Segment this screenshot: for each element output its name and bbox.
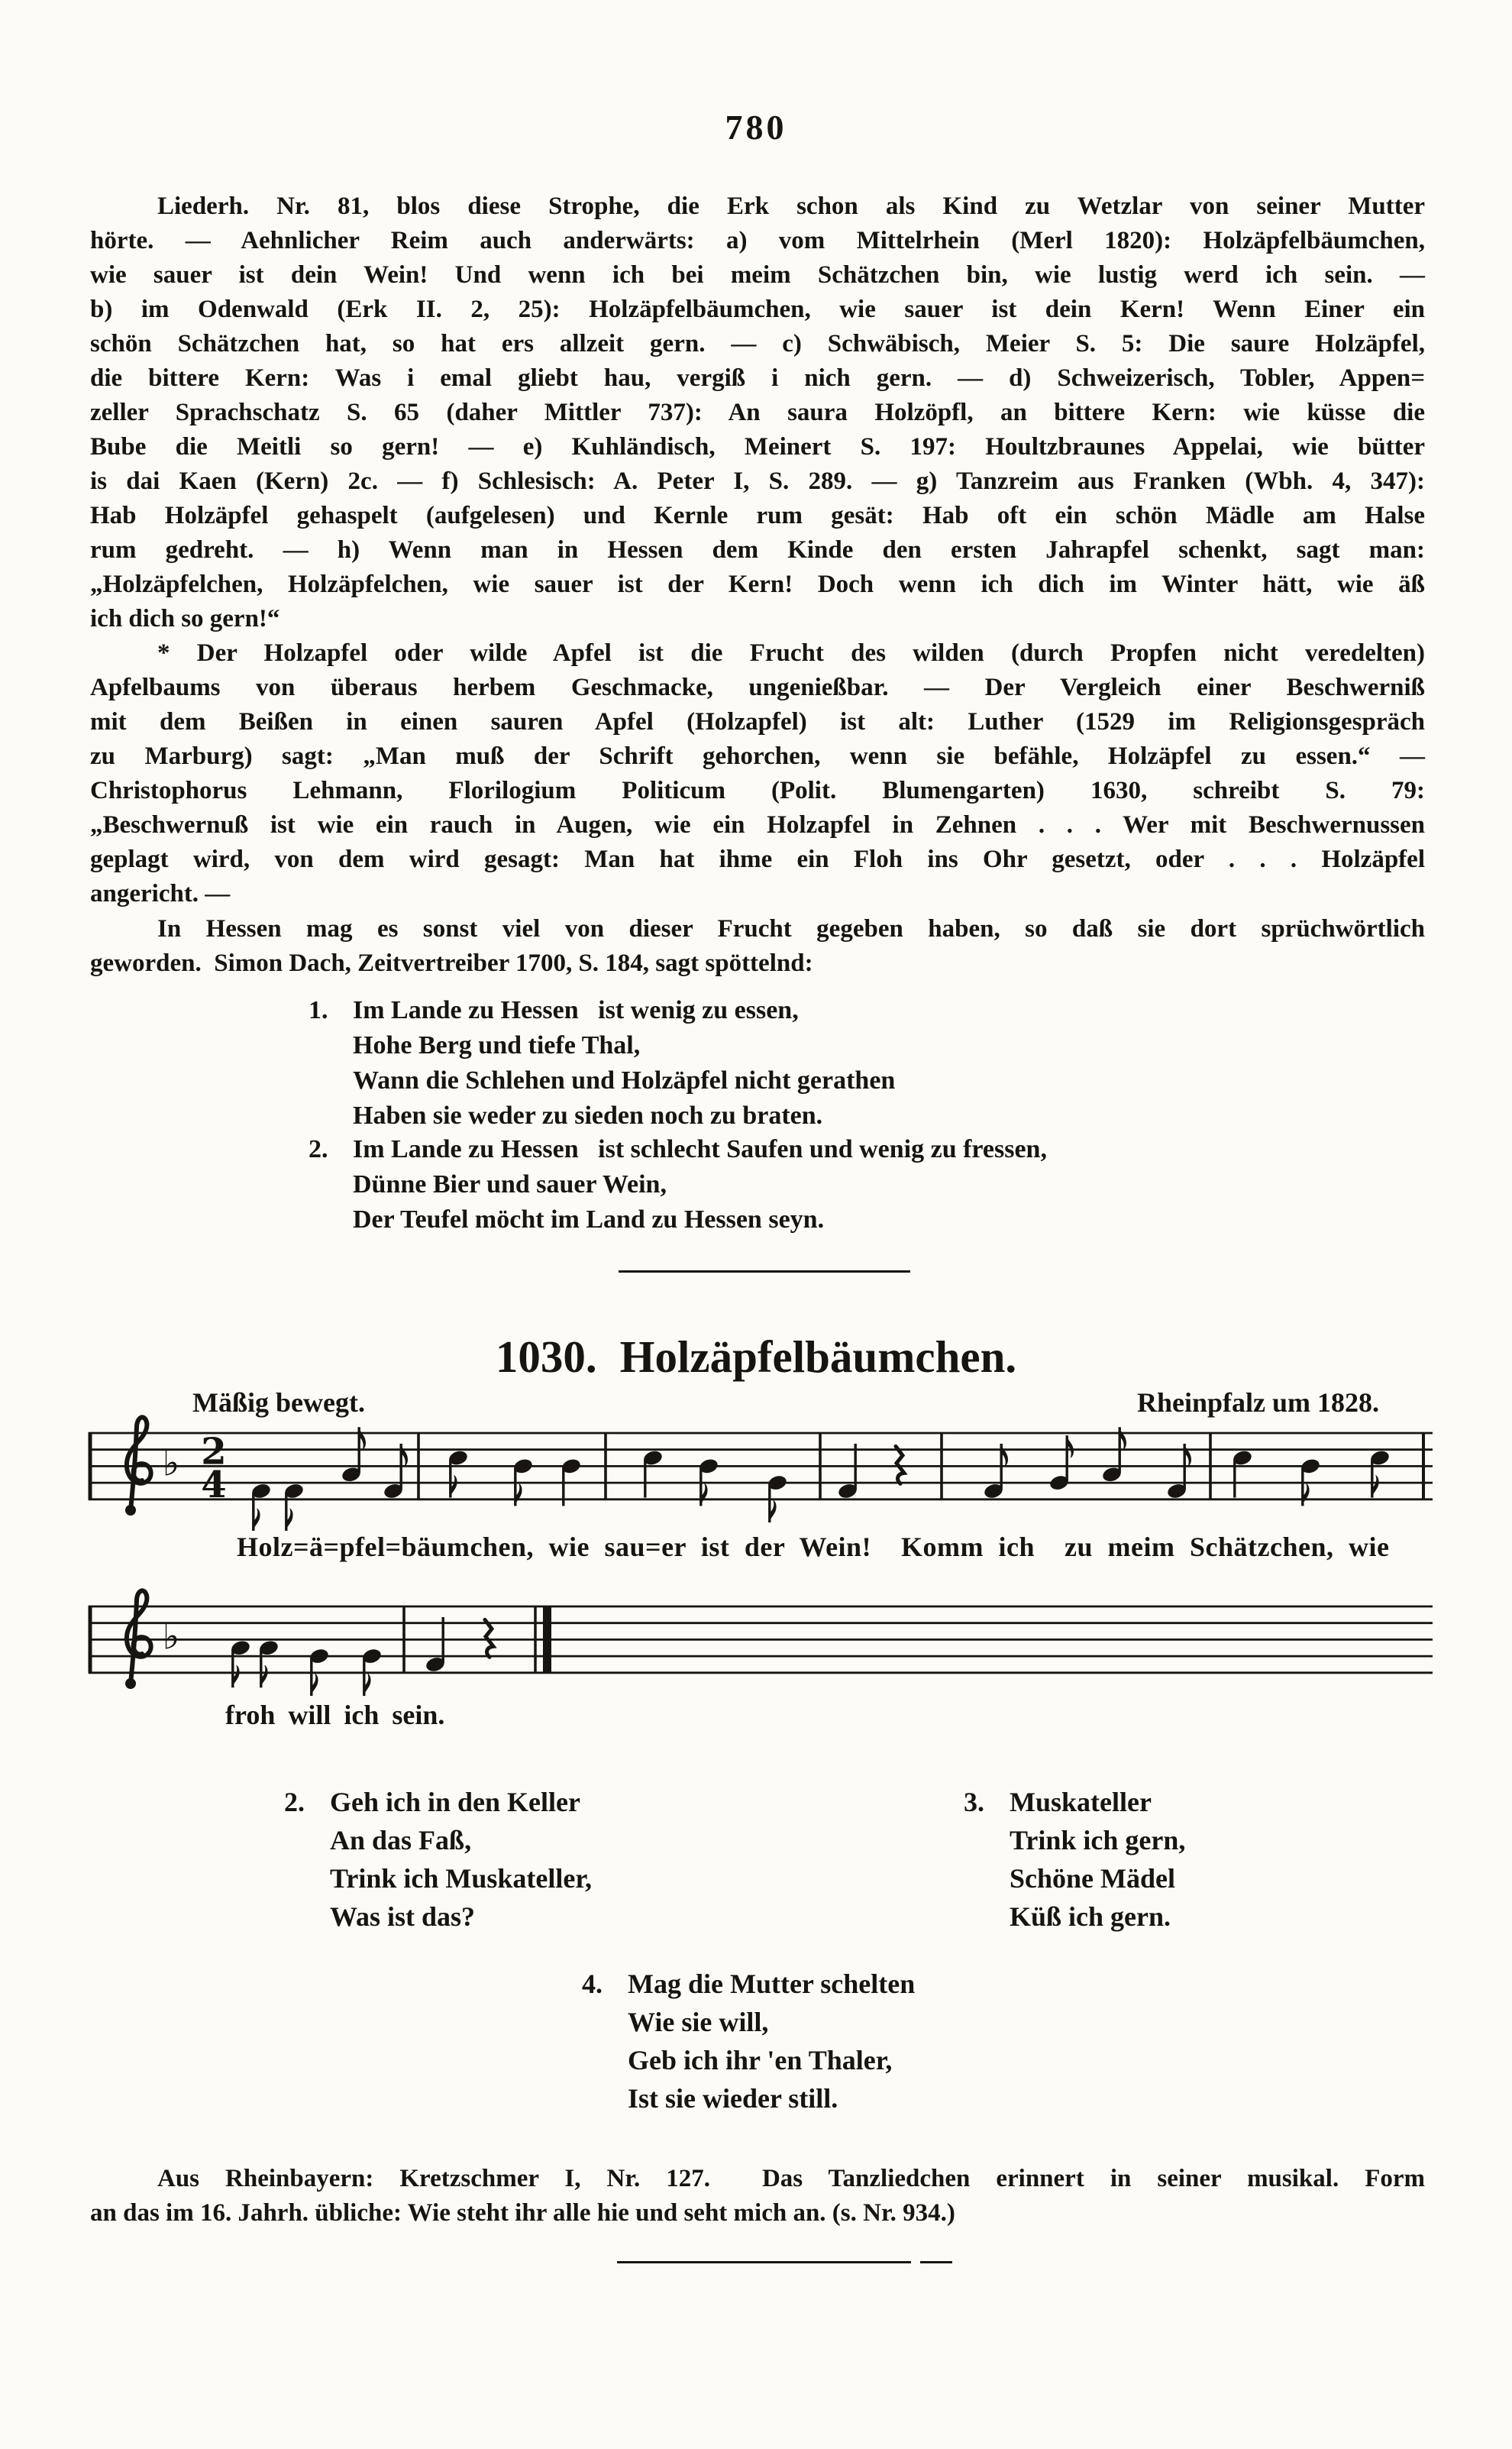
treble-clef-icon xyxy=(127,1590,151,1684)
tempo-marking: Mäßig bewegt. xyxy=(192,1387,365,1418)
time-signature-digit: 2 xyxy=(201,1430,227,1474)
treble-clef-tail-dot xyxy=(125,1678,136,1689)
text-line: angericht. — xyxy=(90,880,231,907)
text-line: In Hessen mag es sonst viel von dieser Frucht gegeben haben, so daß sie dort sprüchwörtlich xyxy=(157,915,1425,943)
song-title-text: Holzäpfelbäumchen. xyxy=(619,1331,1017,1382)
text-line: Was ist das? xyxy=(330,1901,476,1932)
song-verse-2 xyxy=(284,1783,593,1936)
text-line: Liederh. Nr. 81, blos diese Strophe, die Erk schon als Kind zu Wetzlar von seiner Mutter xyxy=(157,192,1425,220)
text-line: geworden. Simon Dach, Zeitvertreiber 1700, S. 184, sagt spöttelnd: xyxy=(90,950,813,977)
text-line: zu Marburg) sagt: „Man muß der Schrift gehorchen, wenn sie befähle, Holzäpfel zu essen.“ — xyxy=(90,742,1425,770)
verse-lines xyxy=(628,1965,915,2117)
text-line: Im Lande zu Hessen ist wenig zu essen, xyxy=(353,996,799,1024)
song-title xyxy=(0,1331,1512,1383)
text-line: zeller Sprachschatz S. 65 (daher Mittler 737): An saura Holzöpfl, an bittere Kern: wie küsse die xyxy=(90,399,1425,426)
song-lyrics-line-2: froh will ich sein. xyxy=(225,1700,445,1730)
text-line: Schöne Mädel xyxy=(1010,1863,1176,1894)
quarter-rest xyxy=(896,1446,904,1483)
poem-verse-1 xyxy=(309,993,896,1134)
text-line: Im Lande zu Hessen ist schlecht Saufen und wenig zu fressen, xyxy=(353,1135,1047,1163)
verse-number: 2. xyxy=(309,1135,328,1163)
verse-lines xyxy=(330,1783,592,1936)
page-number: 780 xyxy=(725,108,787,147)
song-lyrics-line-1: Holz=ä=pfel=bäumchen, wie sau=er ist der Wein! Komm ich zu meim Schätzchen, wie xyxy=(237,1532,1390,1562)
flat-sign: ♭ xyxy=(162,1615,180,1658)
text-line: Hab Holzäpfel gehaspelt (aufgelesen) und Kernle rum gesät: Hab oft ein schön Mädle am Halse xyxy=(90,502,1425,529)
text-line: Aus Rheinbayern: Kretzschmer I, Nr. 127. Das Tanzliedchen erinnert in seiner musikal. Form xyxy=(157,2165,1425,2192)
final-barline-thick xyxy=(543,1606,551,1674)
flat-sign: ♭ xyxy=(162,1441,180,1485)
text-line: die bittere Kern: Was i emal gliebt hau, vergiß i nich gern. — d) Schweizerisch, Tobler, Appen= xyxy=(90,364,1425,392)
verse-number: 2. xyxy=(284,1787,305,1817)
text-line: wie sauer ist dein Wein! Und wenn ich bei meim Schätzchen bin, wie lustig werd ich sein. — xyxy=(90,261,1425,289)
song-verse-3 xyxy=(964,1783,1186,1936)
text-line: Dünne Bier und sauer Wein, xyxy=(353,1170,667,1199)
hessen-note-paragraph xyxy=(90,912,1425,981)
text-line: Geh ich in den Keller xyxy=(330,1787,580,1817)
footnote-holzapfel-paragraph xyxy=(90,636,1425,911)
text-line: geplagt wird, von dem wird gesagt: Man hat ihme ein Floh ins Ohr gesetzt, oder . . . Holzäpfel xyxy=(90,846,1425,873)
footer-source-paragraph xyxy=(90,2162,1425,2231)
intro-note-paragraph xyxy=(90,189,1425,636)
poem-verse-2 xyxy=(309,1132,1047,1237)
verse-number: 1. xyxy=(309,996,328,1024)
text-line: Der Teufel möcht im Land zu Hessen seyn. xyxy=(353,1205,825,1234)
song-number: 1030. xyxy=(495,1331,597,1382)
text-line: Mag die Mutter schelten xyxy=(628,1969,916,1999)
treble-clef-tail-dot xyxy=(125,1505,136,1516)
text-line: Wann die Schlehen und Holzäpfel nicht gerathen xyxy=(353,1066,896,1095)
text-line: Bube die Meitli so gern! — e) Kuhländisch, Meinert S. 197: Houltzbraunes Appelai, wie bütter xyxy=(90,433,1425,461)
text-line: schön Schätzchen hat, so hat ers allzeit gern. — c) Schwäbisch, Meier S. 5: Die saure Holzäpfel, xyxy=(90,330,1425,357)
text-line: mit dem Beißen in einen sauren Apfel (Holzapfel) ist alt: Luther (1529 im Religionsgespräch xyxy=(90,708,1425,736)
text-line: b) im Odenwald (Erk II. 2, 25): Holzäpfelbäumchen, wie sauer ist dein Kern! Wenn Einer ein xyxy=(90,296,1425,323)
text-line: rum gedreht. — h) Wenn man in Hessen dem Kinde den ersten Jahrapfel schenkt, sagt man: xyxy=(90,536,1425,564)
text-line: Trink ich Muskateller, xyxy=(330,1863,593,1894)
text-line: an das im 16. Jahrh. übliche: Wie steht ihr alle hie und seht mich an. (s. Nr. 934.) xyxy=(90,2199,955,2227)
text-line: ich dich so gern!“ xyxy=(90,605,280,632)
text-line: An das Faß, xyxy=(330,1825,472,1855)
text-line: Muskateller xyxy=(1010,1787,1152,1817)
verse-number: 3. xyxy=(964,1787,984,1817)
text-line: Hohe Berg und tiefe Thal, xyxy=(353,1031,641,1060)
quarter-rest xyxy=(485,1619,493,1657)
text-line: Küß ich gern. xyxy=(1010,1901,1171,1932)
verse-lines xyxy=(353,993,895,1134)
text-line: Trink ich gern, xyxy=(1010,1825,1186,1855)
text-line: „Holzäpfelchen, Holzäpfelchen, wie sauer ist der Kern! Doch wenn ich dich im Winter hätt, wie äß xyxy=(90,571,1425,598)
section-divider-rule xyxy=(619,1270,910,1273)
verse-number: 4. xyxy=(582,1969,603,1999)
text-line: * Der Holzapfel oder wilde Apfel ist die Frucht des wilden (durch Propfen nicht veredelten) xyxy=(157,639,1425,667)
text-line: Haben sie weder zu sieden noch zu braten. xyxy=(353,1102,823,1130)
text-line: Christophorus Lehmann, Florilogium Politicum (Polit. Blumengarten) 1630, schreibt S. 79: xyxy=(90,777,1425,804)
text-line: Ist sie wieder still. xyxy=(628,2083,838,2114)
bottom-divider-rule xyxy=(617,2261,911,2263)
time-signature-digit: 4 xyxy=(201,1463,227,1506)
text-line: Geb ich ihr 'en Thaler, xyxy=(628,2045,893,2075)
verse-lines xyxy=(1010,1783,1185,1936)
text-line: is dai Kaen (Kern) 2c. — f) Schlesisch: A. Peter I, S. 289. — g) Tanzreim aus Franken (Wbh. 4, 347): xyxy=(90,467,1425,495)
text-line: hörte. — Aehnlicher Reim auch anderwärts: a) vom Mittelrhein (Merl 1820): Holzäpfelbäumchen, xyxy=(90,227,1425,254)
verse-lines xyxy=(353,1132,1047,1237)
text-line: Wie sie will, xyxy=(628,2007,769,2037)
text-line: „Beschwernuß ist wie ein rauch in Augen, wie ein Holzapfel in Zehnen . . . Wer mit Beschwernussen xyxy=(90,811,1425,839)
bottom-divider-rule-dash xyxy=(920,2261,952,2263)
treble-clef-icon xyxy=(127,1417,151,1510)
origin-note: Rheinpfalz um 1828. xyxy=(1136,1387,1379,1418)
song-verse-4 xyxy=(582,1965,916,2117)
text-line: Apfelbaums von überaus herbem Geschmacke, ungenießbar. — Der Vergleich einer Beschwerniß xyxy=(90,674,1425,701)
